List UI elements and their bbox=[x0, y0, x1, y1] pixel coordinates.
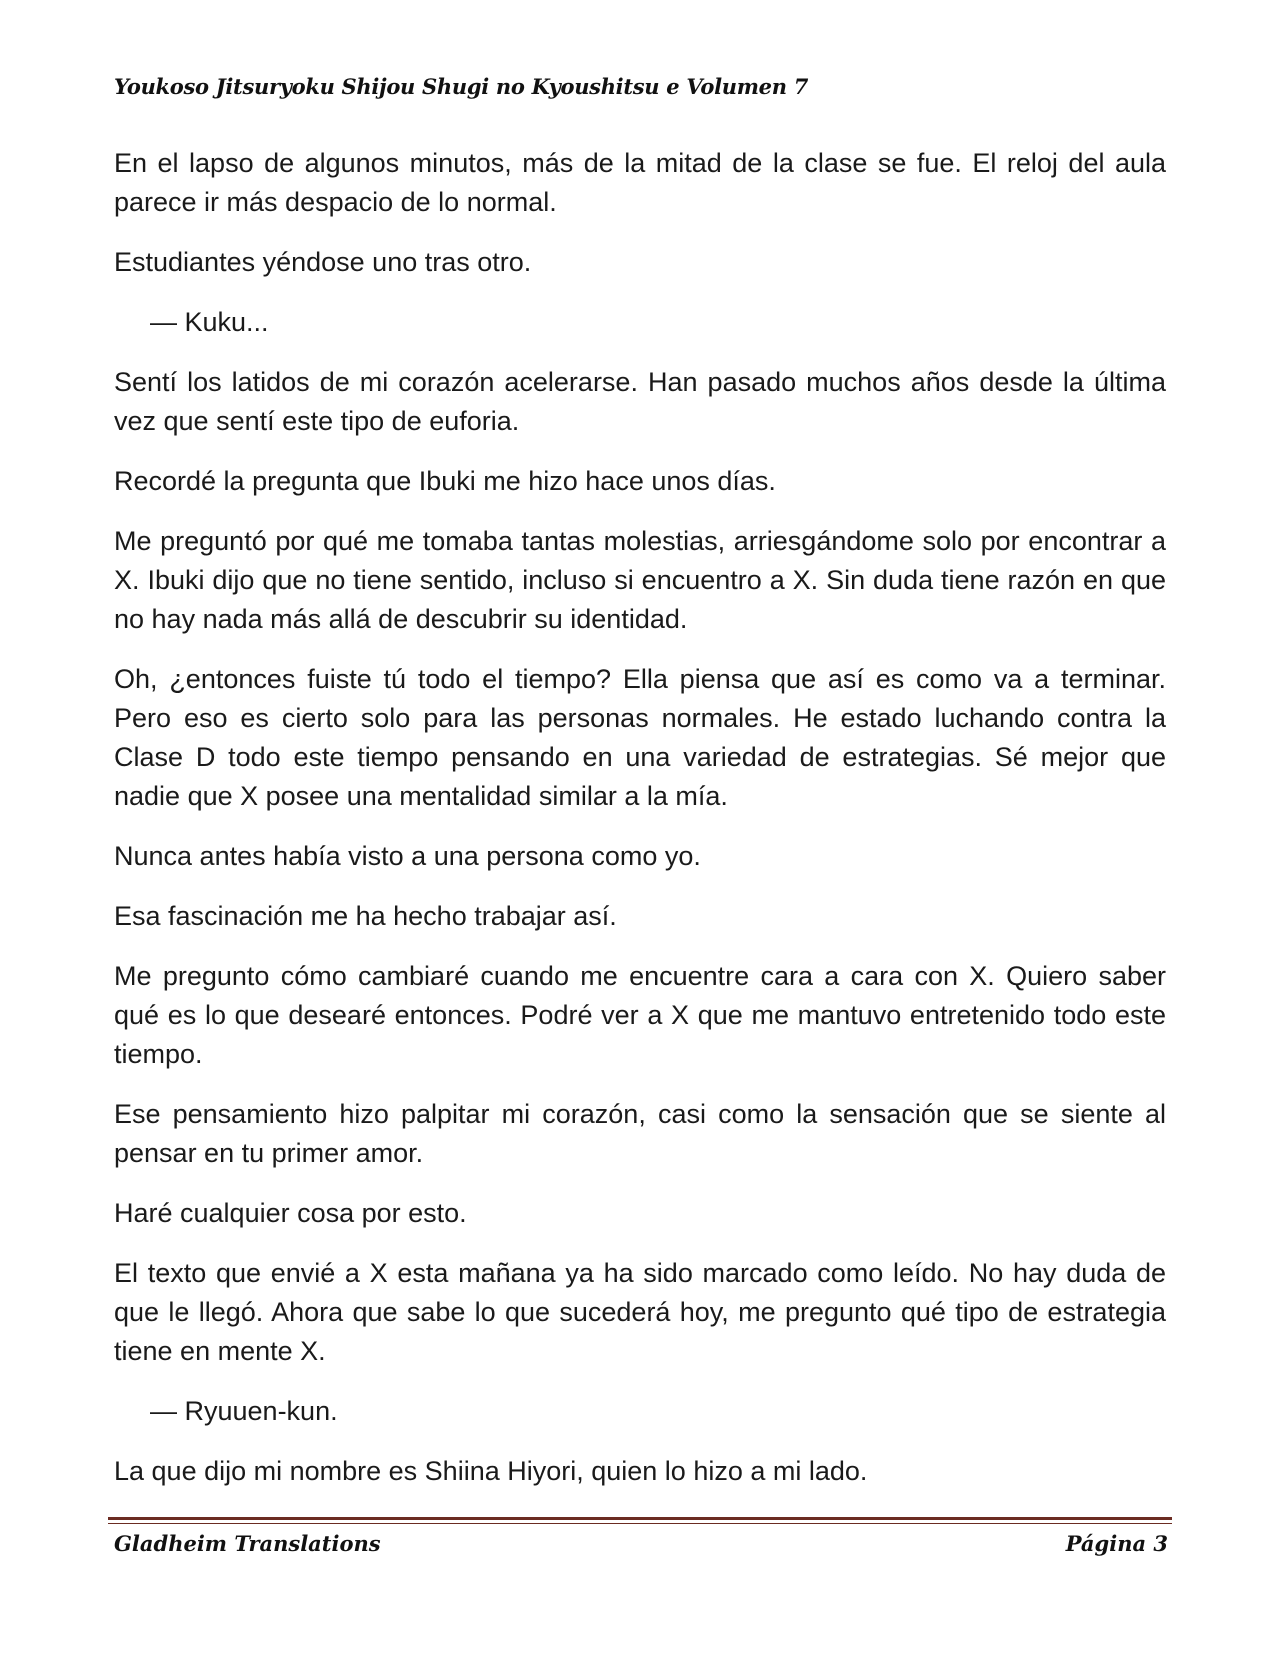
paragraph: Ese pensamiento hizo palpitar mi corazón, casi como la sensación que se siente al pensar en tu primer amor. bbox=[114, 1099, 1166, 1168]
paragraph: La que dijo mi nombre es Shiina Hiyori, quien lo hizo a mi lado. bbox=[114, 1456, 868, 1486]
paragraph: Sentí los latidos de mi corazón acelerarse. Han pasado muchos años desde la última vez que sentí este tipo de euforia. bbox=[114, 367, 1166, 436]
paragraph: En el lapso de algunos minutos, más de la mitad de la clase se fue. El reloj del aula parece ir más despacio de lo normal. bbox=[114, 148, 1166, 217]
paragraph: Esa fascinación me ha hecho trabajar así. bbox=[114, 901, 617, 931]
page-header-title: Youkoso Jitsuryoku Shijou Shugi no Kyoushitsu e Volumen 7 bbox=[114, 74, 809, 99]
footer-translator-credit: Gladheim Translations bbox=[114, 1531, 381, 1556]
paragraph: Haré cualquier cosa por esto. bbox=[114, 1198, 467, 1228]
footer-page-number: Página 3 bbox=[1065, 1531, 1168, 1556]
paragraph: Me preguntó por qué me tomaba tantas molestias, arriesgándome solo por encontrar a X. Ibuki dijo que no tiene sentido, incluso si encuentro a X. Sin duda tiene razón en que no hay nada más allá de descubrir su identidad. bbox=[114, 526, 1166, 634]
dialogue-line: — Kuku... bbox=[150, 307, 269, 337]
page-body bbox=[114, 144, 1166, 1512]
paragraph: Estudiantes yéndose uno tras otro. bbox=[114, 247, 532, 277]
paragraph: Me pregunto cómo cambiaré cuando me encuentre cara a cara con X. Quiero saber qué es lo que desearé entonces. Podré ver a X que me mantuvo entretenido todo este tiempo. bbox=[114, 961, 1166, 1069]
paragraph: Nunca antes había visto a una persona como yo. bbox=[114, 841, 701, 871]
dialogue-line: — Ryuuen-kun. bbox=[150, 1396, 338, 1426]
paragraph: El texto que envié a X esta mañana ya ha sido marcado como leído. No hay duda de que le llegó. Ahora que sabe lo que sucederá hoy, me pregunto qué tipo de estrategia tiene en mente X. bbox=[114, 1258, 1166, 1366]
footer-divider bbox=[108, 1517, 1172, 1524]
paragraph: Recordé la pregunta que Ibuki me hizo hace unos días. bbox=[114, 466, 776, 496]
paragraph: Oh, ¿entonces fuiste tú todo el tiempo? Ella piensa que así es como va a terminar. Pero eso es cierto solo para las personas normales. He estado luchando contra la Clase D todo este tiempo pensando en una variedad de estrategias. Sé mejor que nadie que X posee una mentalidad similar a la mía. bbox=[114, 664, 1166, 811]
